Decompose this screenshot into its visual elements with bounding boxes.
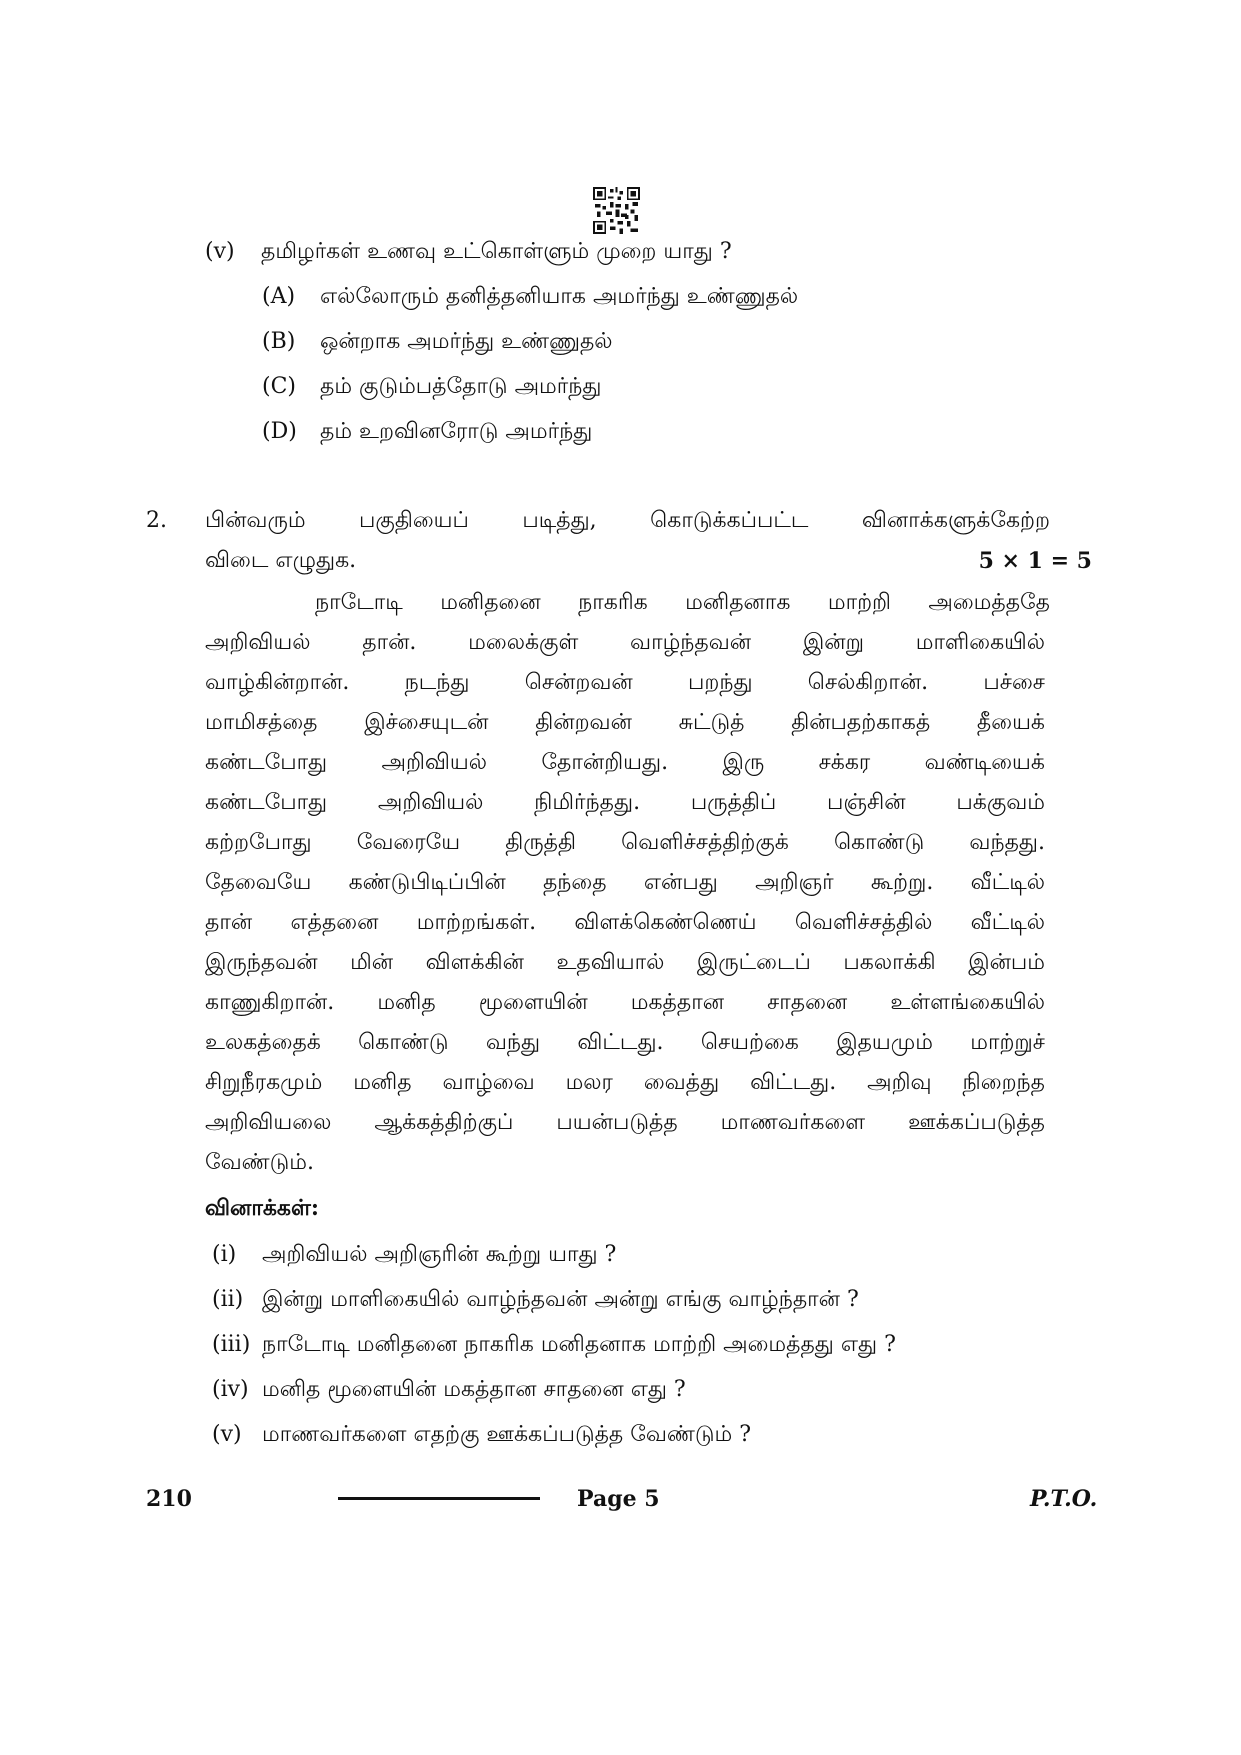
sub-question-label: (v): [212, 1422, 242, 1447]
sub-question-text: நாடோடி மனிதனை நாகரிக மனிதனாக மாற்றி அமைத்தது எது ?: [262, 1332, 896, 1357]
question-2-instruction-cont: விடை எழுதுக.: [205, 548, 357, 573]
option-label: (C): [262, 374, 296, 399]
question-2-instruction: பின்வரும் பகுதியைப் படித்து, கொடுக்கப்பட்ட வினாக்களுக்கேற்ற: [205, 508, 1050, 533]
option-d: [262, 417, 592, 447]
passage-line: கற்றபோது வேரையே திருத்தி வெளிச்சத்திற்குக் கொண்டு வந்தது.: [205, 830, 1045, 855]
option-text: தம் உறவினரோடு அமர்ந்து: [320, 419, 593, 444]
option-b: [262, 327, 613, 357]
page-number: Page 5: [577, 1486, 660, 1512]
passage-line: நாடோடி மனிதனை நாகரிக மனிதனாக மாற்றி அமைத்ததே: [315, 590, 1050, 615]
passage-line: அறிவியல் தான். மலைக்குள் வாழ்ந்தவன் இன்று மாளிகையில்: [205, 630, 1045, 655]
sub-question: [212, 1285, 859, 1315]
question-1v: [205, 237, 732, 267]
passage-line: சிறுநீரகமும் மனித வாழ்வை மலர வைத்து விட்டது. அறிவு நிறைந்த: [205, 1070, 1045, 1095]
passage-line: காணுகிறான். மனித மூளையின் மகத்தான சாதனை உள்ளங்கையில்: [205, 990, 1045, 1015]
sub-question-label: (i): [212, 1242, 237, 1267]
option-label: (A): [262, 284, 296, 309]
question-2-number: 2.: [146, 508, 167, 533]
passage-line: மாமிசத்தை இச்சையுடன் தின்றவன் சுட்டுத் தின்பதற்காகத் தீயைக்: [205, 710, 1045, 735]
sub-question-label: (ii): [212, 1287, 244, 1312]
sub-question-text: இன்று மாளிகையில் வாழ்ந்தவன் அன்று எங்கு வாழ்ந்தான் ?: [262, 1287, 859, 1312]
sub-question-label: (iv): [212, 1377, 249, 1402]
passage-line: அறிவியலை ஆக்கத்திற்குப் பயன்படுத்த மாணவர்களை ஊக்கப்படுத்த: [205, 1110, 1045, 1135]
sub-question-text: மனித மூளையின் மகத்தான சாதனை எது ?: [262, 1377, 686, 1402]
option-text: ஒன்றாக அமர்ந்து உண்ணுதல்: [320, 329, 613, 354]
pto-label: P.T.O.: [1030, 1486, 1098, 1512]
option-text: தம் குடும்பத்தோடு அமர்ந்து: [320, 374, 602, 399]
sub-question: [212, 1420, 751, 1450]
sub-question: [212, 1330, 896, 1360]
passage-line: இருந்தவன் மின் விளக்கின் உதவியால் இருட்டைப் பகலாக்கி இன்பம்: [205, 950, 1045, 975]
passage-line: தான் எத்தனை மாற்றங்கள். விளக்கெண்ணெய் வெளிச்சத்தில் வீட்டில்: [205, 910, 1045, 935]
question-label: (v): [205, 239, 235, 264]
passage-line: தேவையே கண்டுபிடிப்பின் தந்தை என்பது அறிஞர் கூற்று. வீட்டில்: [205, 870, 1045, 895]
sub-question-text: மாணவர்களை எதற்கு ஊக்கப்படுத்த வேண்டும் ?: [262, 1422, 752, 1447]
option-c: [262, 372, 601, 402]
option-a: [262, 282, 798, 312]
marks: 5 × 1 = 5: [978, 548, 1092, 574]
paper-code: 210: [146, 1486, 192, 1512]
option-label: (B): [262, 329, 296, 354]
questions-heading: வினாக்கள்:: [205, 1195, 319, 1221]
sub-question-label: (iii): [212, 1332, 251, 1357]
passage-line: கண்டபோது அறிவியல் நிமிர்ந்தது. பருத்திப் பஞ்சின் பக்குவம்: [205, 790, 1045, 815]
option-text: எல்லோரும் தனித்தனியாக அமர்ந்து உண்ணுதல்: [320, 284, 799, 309]
sub-question-text: அறிவியல் அறிஞரின் கூற்று யாது ?: [262, 1242, 617, 1267]
passage-line: வாழ்கின்றான். நடந்து சென்றவன் பறந்து செல்கிறான். பச்சை: [205, 670, 1045, 695]
option-label: (D): [262, 419, 297, 444]
qr-code-icon: [593, 187, 640, 234]
sub-question: [212, 1375, 686, 1405]
question-text: தமிழர்கள் உணவு உட்கொள்ளும் முறை யாது ?: [261, 239, 732, 264]
footer-divider: [338, 1497, 540, 1500]
passage-line: வேண்டும்.: [205, 1150, 315, 1175]
sub-question: [212, 1240, 616, 1270]
passage-line: உலகத்தைக் கொண்டு வந்து விட்டது. செயற்கை இதயமும் மாற்றுச்: [205, 1030, 1045, 1055]
passage-line: கண்டபோது அறிவியல் தோன்றியது. இரு சக்கர வண்டியைக்: [205, 750, 1045, 775]
